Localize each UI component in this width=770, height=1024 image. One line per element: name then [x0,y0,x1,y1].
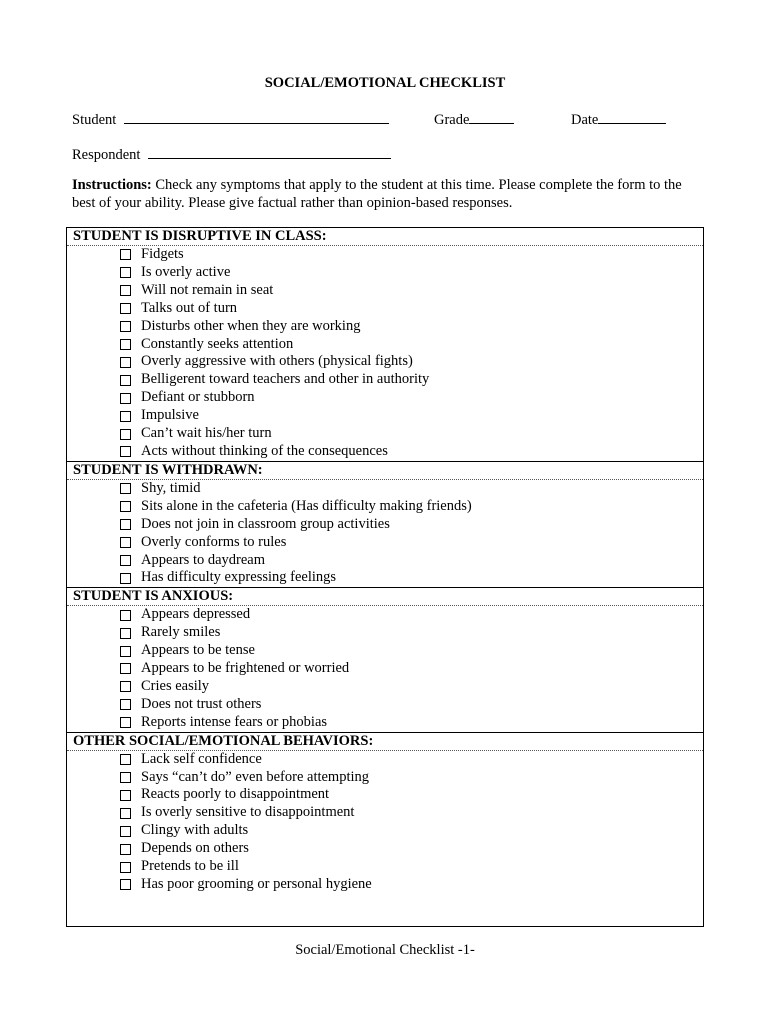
checkbox[interactable] [120,537,131,548]
item-label: Constantly seeks attention [141,335,294,352]
instructions [72,176,702,212]
checkbox[interactable] [120,699,131,710]
student-field[interactable] [72,111,389,129]
item-label: Says “can’t do” even before attempting [141,768,370,785]
checklist-item[interactable] [67,246,703,264]
checkbox[interactable] [120,303,131,314]
checklist-item[interactable] [67,480,703,498]
checklist-item[interactable] [67,264,703,282]
checkbox[interactable] [120,772,131,783]
section-other-behaviors [67,732,703,894]
item-label: Impulsive [141,407,199,424]
checklist-item[interactable] [67,714,703,732]
checkbox[interactable] [120,519,131,530]
respondent-blank[interactable] [148,146,391,159]
checklist-item[interactable] [67,516,703,534]
checklist-item[interactable] [67,678,703,696]
item-label: Does not trust others [141,695,262,712]
checklist-item[interactable] [67,751,703,769]
item-label: Talks out of turn [141,299,238,316]
item-label: Belligerent toward teachers and other in authority [141,371,430,388]
checklist-item[interactable] [67,858,703,876]
item-label: Clingy with adults [141,822,249,839]
checkbox[interactable] [120,754,131,765]
item-label: Lack self confidence [141,750,262,767]
student-blank[interactable] [124,111,389,124]
checklist-item[interactable] [67,876,703,894]
checklist-item[interactable] [67,300,703,318]
item-label: Sits alone in the cafeteria (Has difficulty making friends) [141,497,472,514]
item-label: Will not remain in seat [141,281,274,298]
checkbox[interactable] [120,610,131,621]
checkbox[interactable] [120,267,131,278]
checkbox[interactable] [120,879,131,890]
checkbox[interactable] [120,375,131,386]
item-label: Is overly sensitive to disappointment [141,804,355,821]
item-label: Reports intense fears or phobias [141,713,328,730]
checklist-item[interactable] [67,407,703,425]
checkbox[interactable] [120,483,131,494]
checkbox[interactable] [120,501,131,512]
section-anxious [67,587,703,731]
respondent-field[interactable] [72,146,391,164]
student-label: Student [72,112,117,128]
item-label: Acts without thinking of the consequences [141,442,388,459]
instructions-label: Instructions: [72,177,152,193]
item-label: Has poor grooming or personal hygiene [141,876,372,892]
item-label: Depends on others [141,840,249,857]
respondent-label: Respondent [72,147,141,163]
item-label: Appears depressed [141,606,251,623]
checkbox[interactable] [120,862,131,873]
checklist-item[interactable] [67,282,703,300]
checkbox[interactable] [120,249,131,260]
checklist-item[interactable] [67,840,703,858]
checkbox[interactable] [120,393,131,404]
checklist-item[interactable] [67,786,703,804]
item-label: Pretends to be ill [141,858,239,875]
checklist-item[interactable] [67,822,703,840]
instructions-text: Check any symptoms that apply to the student at this time. Please complete the form to the best of your ability. Please give factual rather than opinion-based responses. [72,177,682,211]
checkbox[interactable] [120,663,131,674]
item-label: Fidgets [141,246,184,262]
checkbox[interactable] [120,628,131,639]
item-label: Has difficulty expressing feelings [141,569,337,586]
checkbox[interactable] [120,717,131,728]
item-label: Appears to be tense [141,642,255,659]
checkbox[interactable] [120,681,131,692]
checklist-item[interactable] [67,336,703,354]
checkbox[interactable] [120,646,131,657]
checkbox[interactable] [120,555,131,566]
grade-field[interactable] [434,111,514,129]
date-label: Date [571,112,599,128]
item-label: Disturbs other when they are working [141,317,361,334]
section-header: OTHER SOCIAL/EMOTIONAL BEHAVIORS: [67,732,703,751]
checklist-item[interactable] [67,569,703,587]
checkbox[interactable] [120,411,131,422]
grade-label: Grade [434,112,470,128]
checkbox[interactable] [120,446,131,457]
checklist-item[interactable] [67,642,703,660]
checklist-item[interactable] [67,318,703,336]
item-label: Appears to be frightened or worried [141,660,350,677]
checklist-item[interactable] [67,425,703,443]
checklist-box [66,227,704,927]
item-label: Cries easily [141,677,210,694]
checklist-item[interactable] [67,769,703,787]
checklist-item[interactable] [67,804,703,822]
item-label: Reacts poorly to disappointment [141,786,330,803]
checkbox[interactable] [120,357,131,368]
section-disruptive [67,228,703,461]
checkbox[interactable] [120,321,131,332]
checkbox[interactable] [120,285,131,296]
item-label: Does not join in classroom group activities [141,515,390,532]
checkbox[interactable] [120,790,131,801]
checklist-item[interactable] [67,552,703,570]
section-header: STUDENT IS WITHDRAWN: [67,461,703,480]
date-field[interactable] [571,111,666,129]
checklist-item[interactable] [67,389,703,407]
checklist-item[interactable] [67,606,703,624]
item-label: Appears to daydream [141,551,266,568]
section-withdrawn [67,461,703,587]
page-footer: Social/Emotional Checklist -1- [295,942,475,958]
checkbox[interactable] [120,826,131,837]
checkbox[interactable] [120,844,131,855]
checklist-item[interactable] [67,443,703,461]
checkbox[interactable] [120,339,131,350]
checklist-item[interactable] [67,624,703,642]
item-label: Overly conforms to rules [141,533,287,550]
item-label: Overly aggressive with others (physical fights) [141,353,413,370]
grade-blank[interactable] [469,111,514,124]
item-label: Is overly active [141,263,231,280]
checklist-item[interactable] [67,498,703,516]
item-label: Can’t wait his/her turn [141,425,272,442]
section-header: STUDENT IS DISRUPTIVE IN CLASS: [67,228,703,246]
section-header: STUDENT IS ANXIOUS: [67,587,703,606]
checkbox[interactable] [120,808,131,819]
date-blank[interactable] [598,111,666,124]
checklist-item[interactable] [67,696,703,714]
form-title: SOCIAL/EMOTIONAL CHECKLIST [264,75,506,91]
item-label: Shy, timid [141,479,201,496]
checklist-item[interactable] [67,353,703,371]
item-label: Rarely smiles [141,624,221,641]
checkbox[interactable] [120,573,131,584]
item-label: Defiant or stubborn [141,389,255,406]
checklist-item[interactable] [67,660,703,678]
checklist-item[interactable] [67,534,703,552]
checkbox[interactable] [120,429,131,440]
checklist-item[interactable] [67,371,703,389]
